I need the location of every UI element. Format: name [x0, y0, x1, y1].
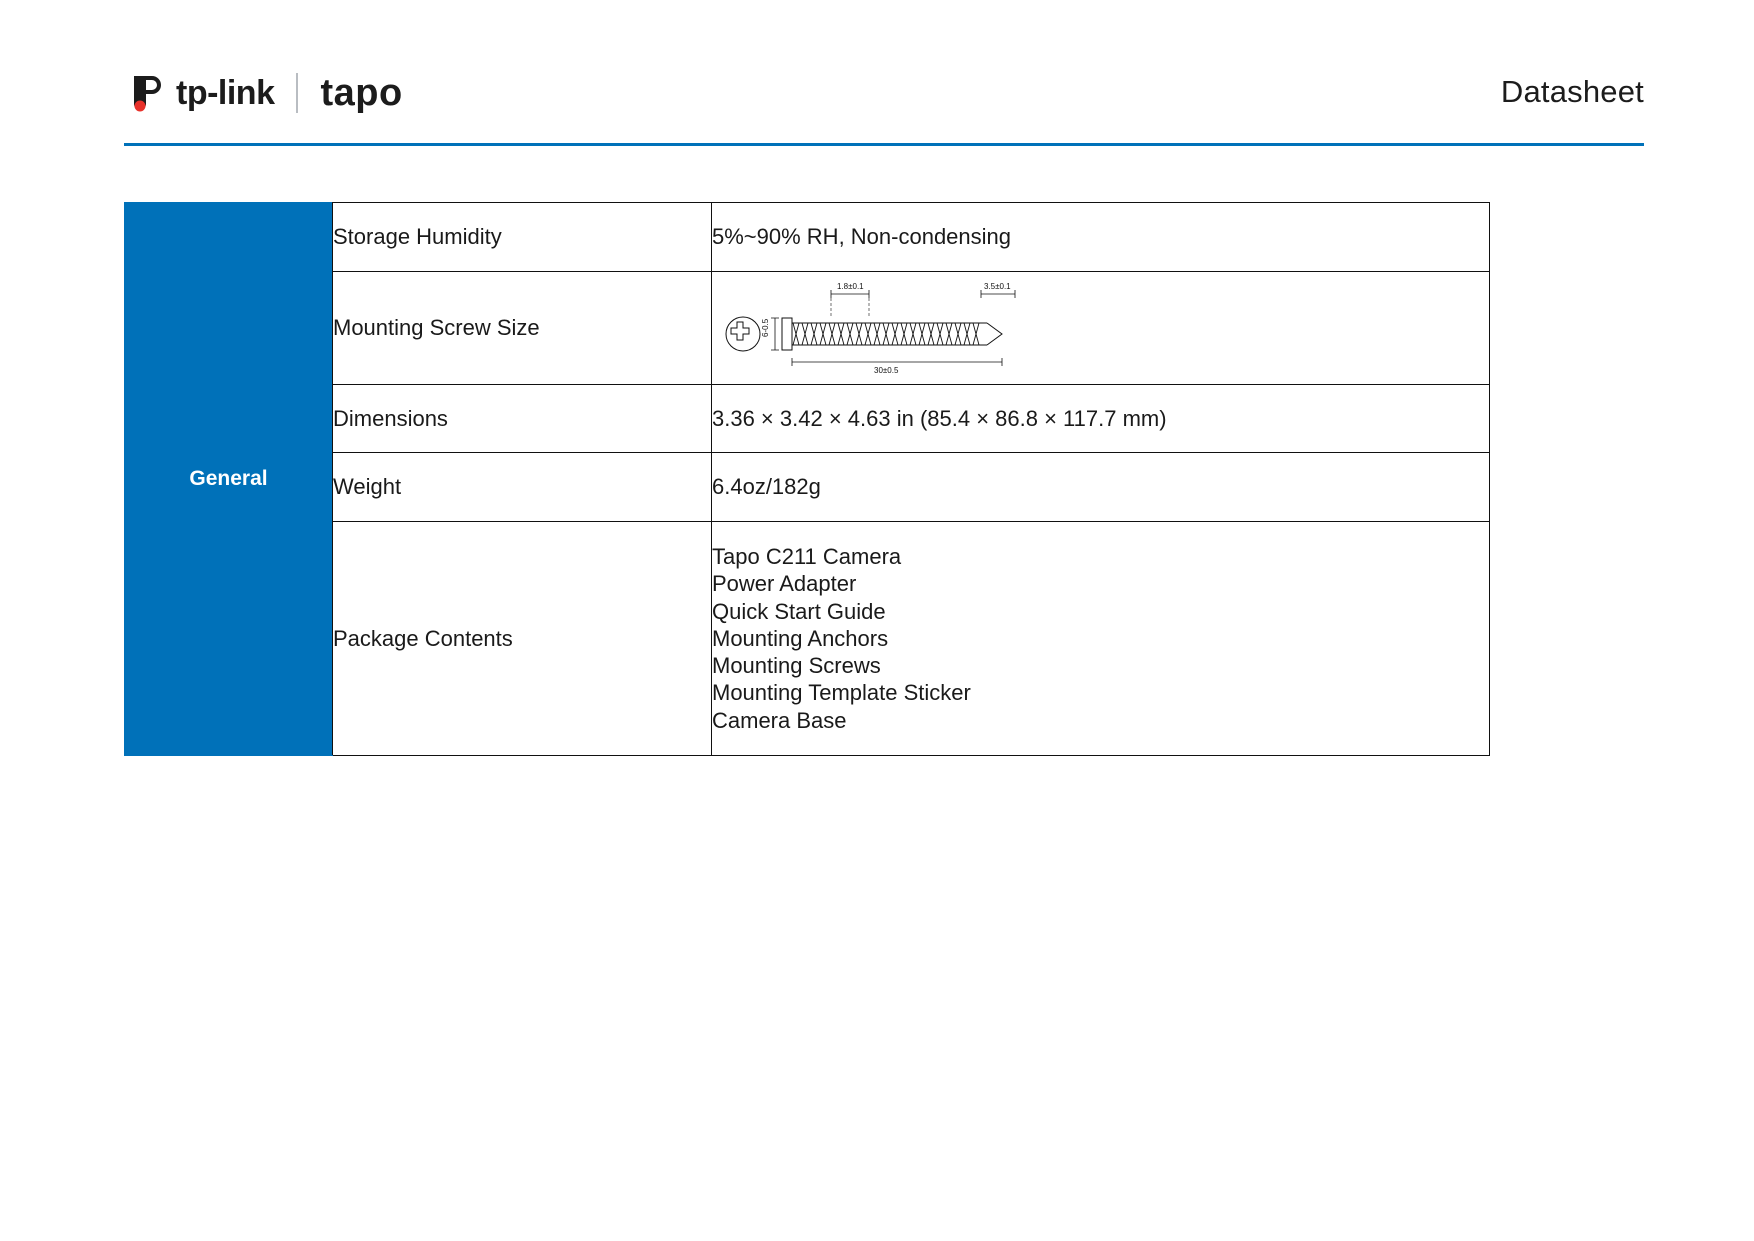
header-divider-rule — [124, 143, 1644, 146]
category-label-general: General — [125, 203, 333, 756]
document-type-title: Datasheet — [1500, 74, 1644, 109]
spec-label: Dimensions — [333, 384, 712, 453]
list-item: Tapo C211 Camera — [712, 544, 902, 570]
specifications-table — [124, 202, 1490, 756]
screw-dim-shank: 1.8±0.1 — [837, 281, 864, 291]
spec-label: Weight — [333, 453, 712, 522]
spec-value: 6.4oz/182g — [712, 453, 1490, 522]
mounting-screw-diagram-icon — [719, 282, 1049, 374]
page-header — [124, 62, 1644, 142]
table-row — [125, 203, 1490, 272]
brand-lockup — [124, 62, 403, 124]
spec-label: Storage Humidity — [333, 203, 712, 272]
tp-link-wordmark: tp-link — [176, 73, 275, 112]
screw-dim-head: 6-0.5 — [761, 318, 770, 337]
tapo-wordmark: tapo — [320, 71, 403, 114]
screw-dim-tip: 3.5±0.1 — [984, 281, 1011, 291]
tp-link-mark-icon — [124, 70, 170, 116]
list-item: Quick Start Guide — [712, 598, 886, 624]
spec-value-package-contents — [712, 522, 1490, 756]
tp-link-logo — [124, 70, 274, 116]
spec-value: 5%~90% RH, Non-condensing — [712, 203, 1490, 272]
package-contents-list — [712, 543, 1489, 734]
list-item: Mounting Anchors — [712, 625, 889, 651]
spec-value: 3.36 × 3.42 × 4.63 in (85.4 × 86.8 × 117.7 mm) — [712, 384, 1490, 453]
list-item: Mounting Template Sticker — [712, 680, 971, 706]
spec-value-screw-drawing — [712, 271, 1490, 384]
brand-divider — [296, 73, 298, 113]
list-item: Mounting Screws — [712, 653, 881, 679]
screw-dim-length: 30±0.5 — [874, 365, 899, 374]
list-item: Power Adapter — [712, 571, 857, 597]
spec-label: Mounting Screw Size — [333, 271, 712, 384]
spec-label: Package Contents — [333, 522, 712, 756]
list-item: Camera Base — [712, 707, 847, 733]
